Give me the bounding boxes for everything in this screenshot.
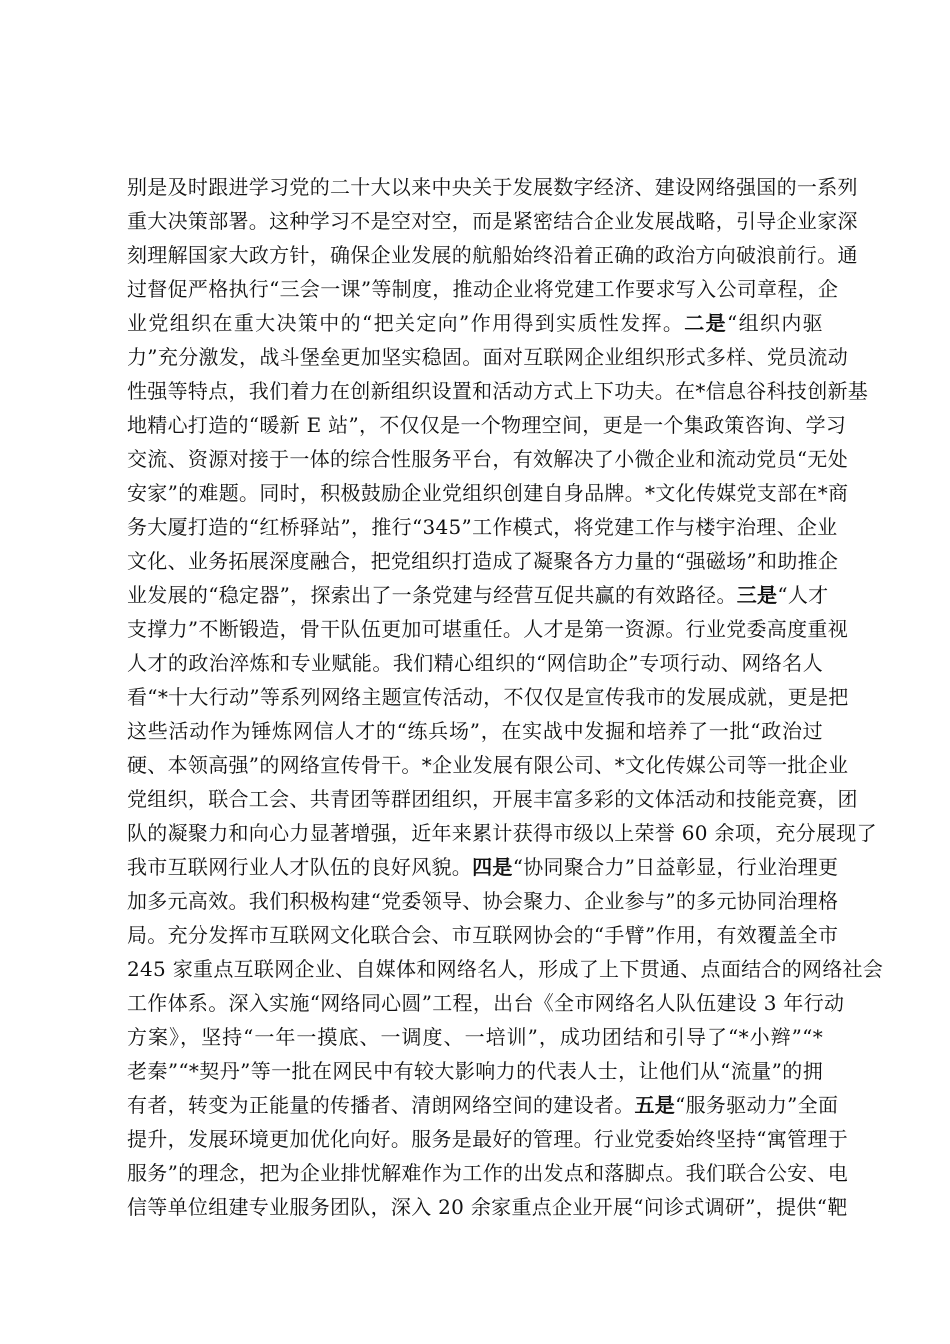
text-line xyxy=(127,612,849,646)
text-segment: “组织内驱 xyxy=(727,311,823,335)
text-segment: 我市互联网行业人才队伍的良好风貌。 xyxy=(127,855,473,879)
text-line xyxy=(127,544,839,578)
text-segment: 方案》，坚持“一年一摸底、一调度、一培训”，成功团结和引导了“*小辫”“* xyxy=(127,1025,823,1049)
text-line xyxy=(127,1054,823,1088)
text-line xyxy=(127,306,823,340)
body-paragraph xyxy=(127,170,884,1224)
text-segment: 这些活动作为锤炼网信人才的“练兵场”，在实战中发掘和培养了一批“政治过 xyxy=(127,719,823,743)
text-segment: 业发展的“稳定器”，探索出了一条党建与经营互促共赢的有效路径。 xyxy=(127,583,737,607)
text-line xyxy=(127,986,845,1020)
text-segment: 局。充分发挥市互联网文化联合会、市互联网协会的“手臂”作用，有效覆盖全市 xyxy=(127,923,839,947)
text-line xyxy=(127,1088,839,1122)
text-segment: 服务”的理念，把为企业排忧解难作为工作的出发点和落脚点。我们联合公安、电 xyxy=(127,1161,849,1185)
text-line xyxy=(127,850,839,884)
bold-heading-marker: 四是 xyxy=(472,855,513,879)
text-line xyxy=(127,204,858,238)
text-line xyxy=(127,170,858,204)
bold-heading-marker: 二是 xyxy=(684,311,727,335)
text-line xyxy=(127,374,869,408)
text-segment: 性强等特点，我们着力在创新组织设置和活动方式上下功夫。在*信息谷科技创新基 xyxy=(127,379,869,403)
text-segment: 地精心打造的“暖新 E 站”，不仅仅是一个物理空间，更是一个集政策咨询、学习 xyxy=(127,413,847,437)
text-line xyxy=(127,714,823,748)
text-segment: 队的凝聚力和向心力显著增强，近年来累计获得市级以上荣誉 60 余项，充分展现了 xyxy=(127,821,877,845)
text-segment: 硬、本领高强”的网络宣传骨干。*企业发展有限公司、*文化传媒公司等一批企业 xyxy=(127,753,849,777)
text-line xyxy=(127,952,884,986)
text-segment: 老秦”“*契丹”等一批在网民中有较大影响力的代表人士，让他们从“流量”的拥 xyxy=(127,1059,823,1083)
text-line xyxy=(127,1020,823,1054)
text-segment: 安家”的难题。同时，积极鼓励企业党组织创建自身品牌。*文化传媒党支部在*商 xyxy=(127,481,849,505)
text-segment: 看“*十大行动”等系列网络主题宣传活动，不仅仅是宣传我市的发展成就，更是把 xyxy=(127,685,849,709)
text-segment: 人才的政治淬炼和专业赋能。我们精心组织的“网信助企”专项行动、网络名人 xyxy=(127,651,823,675)
text-line xyxy=(127,884,839,918)
text-line xyxy=(127,1156,849,1190)
text-segment: 过督促严格执行“三会一课”等制度，推动企业将党建工作要求写入公司章程，企 xyxy=(127,277,839,301)
bold-heading-marker: 三是 xyxy=(736,583,778,607)
text-segment: 务大厦打造的“红桥驿站”，推行“345”工作模式，将党建工作与楼宇治理、企业 xyxy=(127,515,838,539)
text-segment: 工作体系。深入实施“网络同心圆”工程，出台《全市网络名人队伍建设 3 年行动 xyxy=(127,991,845,1015)
text-line xyxy=(127,782,858,816)
text-line xyxy=(127,238,858,272)
text-line xyxy=(127,816,877,850)
text-segment: 业党组织在重大决策中的“把关定向”作用得到实质性发挥。 xyxy=(127,311,685,335)
text-segment: 重大决策部署。这种学习不是空对空，而是紧密结合企业发展战略，引导企业家深 xyxy=(127,209,858,233)
text-segment: “服务驱动力”全面 xyxy=(675,1093,839,1117)
text-segment: 别是及时跟进学习党的二十大以来中央关于发展数字经济、建设网络强国的一系列 xyxy=(127,175,858,199)
text-line xyxy=(127,918,839,952)
bold-heading-marker: 五是 xyxy=(634,1093,676,1117)
text-segment: “人才 xyxy=(777,583,829,607)
text-line xyxy=(127,510,838,544)
text-line xyxy=(127,340,849,374)
text-segment: 交流、资源对接于一体的综合性服务平台，有效解决了小微企业和流动党员“无处 xyxy=(127,447,849,471)
text-line xyxy=(127,680,849,714)
text-segment: 力”充分激发，战斗堡垒更加坚实稳固。面对互联网企业组织形式多样、党员流动 xyxy=(127,345,849,369)
text-line xyxy=(127,1190,848,1224)
text-segment: 提升，发展环境更加优化向好。服务是最好的管理。行业党委始终坚持“寓管理于 xyxy=(127,1127,849,1151)
text-line xyxy=(127,748,849,782)
text-line xyxy=(127,476,849,510)
text-line xyxy=(127,646,823,680)
text-line xyxy=(127,408,847,442)
text-segment: 信等单位组建专业服务团队，深入 20 余家重点企业开展“问诊式调研”，提供“靶 xyxy=(127,1195,848,1219)
text-segment: 文化、业务拓展深度融合，把党组织打造成了凝聚各方力量的“强磁场”和助推企 xyxy=(127,549,839,573)
text-segment: 有者，转变为正能量的传播者、清朗网络空间的建设者。 xyxy=(127,1093,635,1117)
text-line xyxy=(127,1122,849,1156)
text-line xyxy=(127,578,829,612)
text-segment: 刻理解国家大政方针，确保企业发展的航船始终沿着正确的政治方向破浪前行。通 xyxy=(127,243,858,267)
text-line xyxy=(127,272,839,306)
text-segment: 支撑力”不断锻造，骨干队伍更加可堪重任。人才是第一资源。行业党委高度重视 xyxy=(127,617,849,641)
text-line xyxy=(127,442,849,476)
text-segment: 245 家重点互联网企业、自媒体和网络名人，形成了上下贯通、点面结合的网络社会 xyxy=(127,957,884,981)
text-segment: 党组织，联合工会、共青团等群团组织，开展丰富多彩的文体活动和技能竞赛，团 xyxy=(127,787,858,811)
text-segment: “协同聚合力”日益彰显，行业治理更 xyxy=(512,855,839,879)
text-segment: 加多元高效。我们积极构建“党委领导、协会聚力、企业参与”的多元协同治理格 xyxy=(127,889,839,913)
